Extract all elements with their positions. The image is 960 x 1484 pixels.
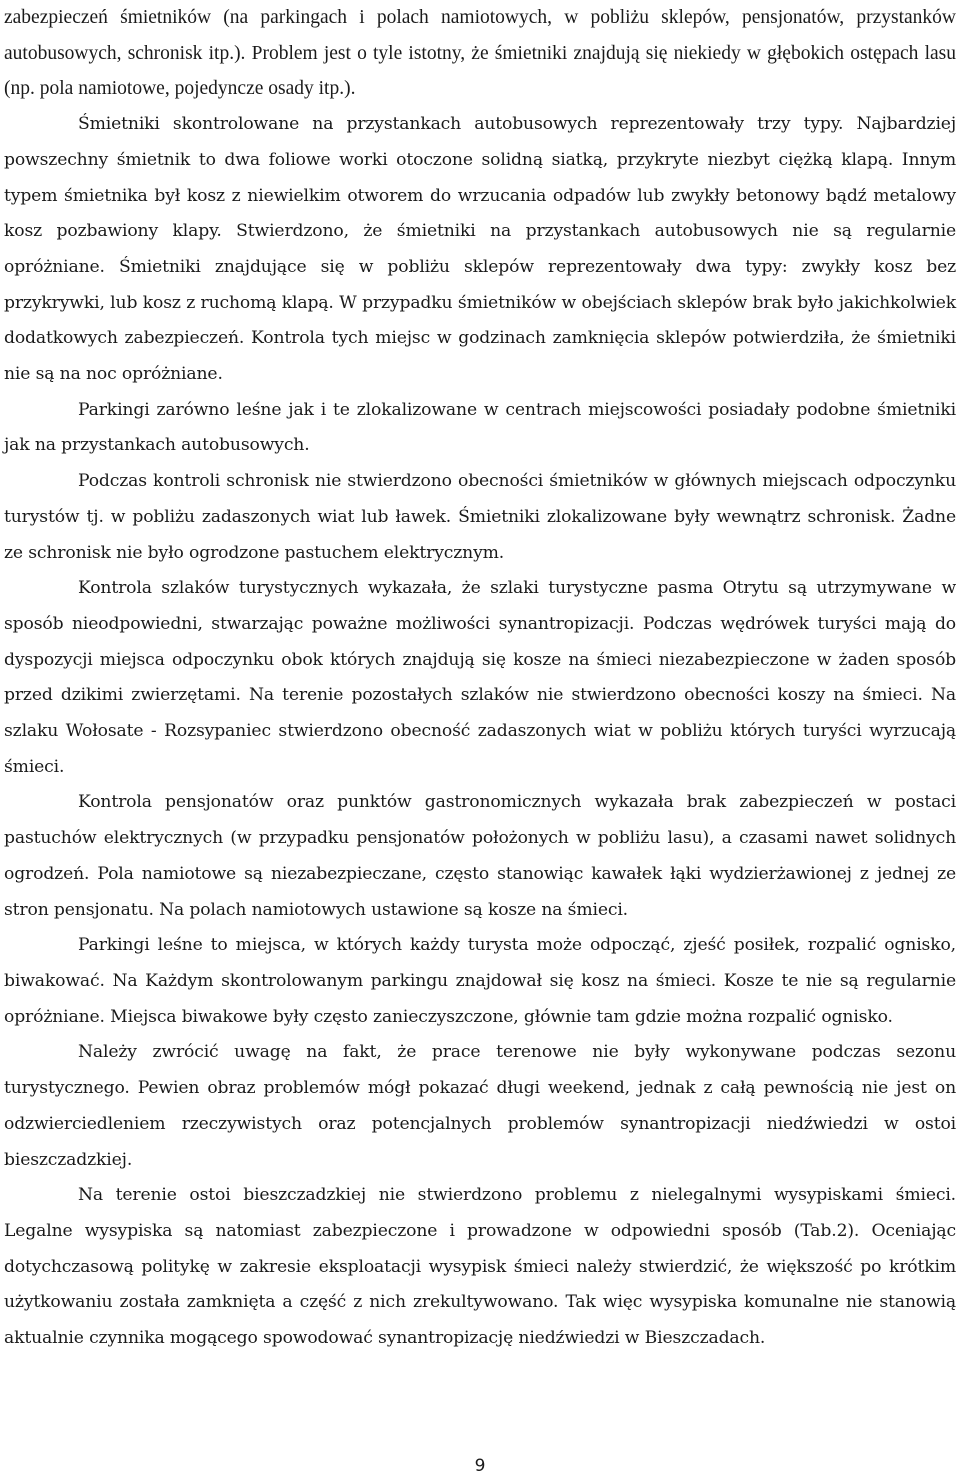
paragraph-forest-parkings: Parkingi leśne to miejsca, w których każdy turysta może odpocząć, zjeść posiłek, rozpalić ognisko, biwakować. Na Każdym skontrolowanym parkingu znajdował się kosz na śmieci. Kosze te nie są regularnie opróżniane. Miejsca biwakowe były często zanieczyszczone, głównie tam gdzie można rozpalić ognisko.	[4, 935, 956, 1027]
paragraph-continuation: zabezpieczeń śmietników (na parkingach i polach namiotowych, w pobliżu sklepów, pensjonatów, przystanków autobusowych, schronisk itp.). Problem jest o tyle istotny, że śmietniki znajdują się niekiedy w głębokich ostępach lasu (np. pola namiotowe, pojedyncze osady itp.).	[4, 7, 956, 100]
paragraph-landfills: Na terenie ostoi bieszczadzkiej nie stwierdzono problemu z nielegalnymi wysypiskami śmieci. Legalne wysypiska są natomiast zabezpieczone i prowadzone w odpowiedni sposób (Tab.2). Oceniając dotychczasową politykę w zakresie eksploatacji wysypisk śmieci należy stwierdzić, że większość po krótkim użytkowaniu została zamknięta a część z nich zrekultywowano. Tak więc wysypiska komunalne nie stanowią aktualnie czynnika mogącego spowodować synantropizację niedźwiedzi w Bieszczadach.	[4, 1185, 956, 1349]
paragraph-parkings: Parkingi zarówno leśne jak i te zlokalizowane w centrach miejscowości posiadały podobne śmietniki jak na przystankach autobusowych.	[4, 399, 956, 456]
paragraph-bus-stop-bins: Śmietniki skontrolowane na przystankach autobusowych reprezentowały trzy typy. Najbardziej powszechny śmietnik to dwa foliowe worki otoczone solidną siatką, przykryte niezbyt ciężką klapą. Innym typem śmietnika był kosz z niewielkim otworem do wrzucania odpadów lub zwykły betonowy bądź metalowy kosz pozbawiony klapy. Stwierdzono, że śmietniki na przystankach autobusowych nie są regularnie opróżniane. Śmietniki znajdujące się w pobliżu sklepów reprezentowały dwa typy: zwykły kosz bez przykrywki, lub kosz z ruchomą klapą. W przypadku śmietników w obejściach sklepów brak było jakichkolwiek dodatkowych zabezpieczeń. Kontrola tych miejsc w godzinach zamknięcia sklepów potwierdziła, że śmietniki nie są na noc opróżniane.	[4, 114, 956, 385]
paragraph-shelters: Podczas kontroli schronisk nie stwierdzono obecności śmietników w głównych miejscach odpoczynku turystów tj. w pobliżu zadaszonych wiat lub ławek. Śmietniki zlokalizowane były wewnątrz schronisk. Żadne ze schronisk nie było ogrodzone pastuchem elektrycznym.	[4, 471, 956, 563]
document-page	[4, 0, 956, 1357]
paragraph-trails: Kontrola szlaków turystycznych wykazała, że szlaki turystyczne pasma Otrytu są utrzymywane w sposób nieodpowiedni, stwarzając poważne możliwości synantropizacji. Podczas wędrówek turyści mają do dyspozycji miejsca odpoczynku obok których znajdują się kosze na śmieci niezabezpieczone w żaden sposób przed dzikimi zwierzętami. Na terenie pozostałych szlaków nie stwierdzono obecności koszy na śmieci. Na szlaku Wołosate - Rozsypaniec stwierdzono obecność zadaszonych wiat w pobliżu których turyści wyrzucają śmieci.	[4, 578, 956, 777]
page-number: 9	[474, 1456, 486, 1476]
paragraph-guesthouses: Kontrola pensjonatów oraz punktów gastronomicznych wykazała brak zabezpieczeń w postaci pastuchów elektrycznych (w przypadku pensjonatów położonych w pobliżu lasu), a czasami nawet solidnych ogrodzeń. Pola namiotowe są niezabezpieczane, często stanowiąc kawałek łąki wydzierżawionej z jednej ze stron pensjonatu. Na polach namiotowych ustawione są kosze na śmieci.	[4, 792, 956, 920]
paragraph-fieldwork-note: Należy zwrócić uwagę na fakt, że prace terenowe nie były wykonywane podczas sezonu turystycznego. Pewien obraz problemów mógł pokazać długi weekend, jednak z całą pewnością nie jest on odzwierciedleniem rzeczywistych oraz potencjalnych problemów synantropizacji niedźwiedzi w ostoi bieszczadzkiej.	[4, 1042, 956, 1170]
